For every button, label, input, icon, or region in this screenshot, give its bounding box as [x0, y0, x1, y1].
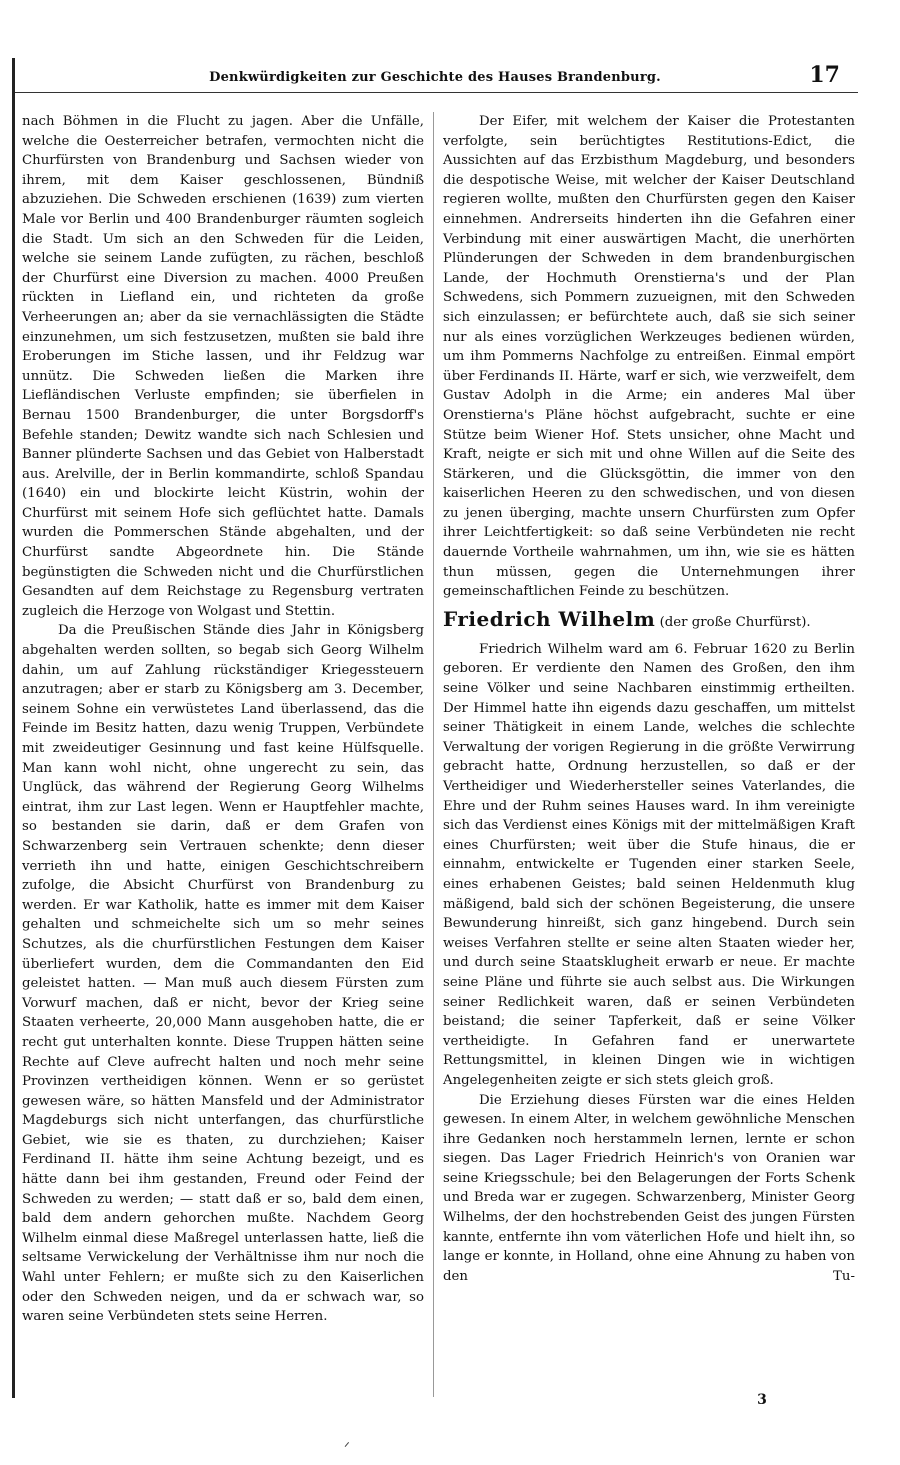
left-paragraph: Da die Preußischen Stände dies Jahr in Königsberg abgehalten werden sollten, so begab sich Georg Wilhelm dahin, um auf Zahlung rückständiger Kriegessteuern anzutragen; aber er starb zu Königsberg am 3. December, seinem Sohne ein verwüstetes Land überlassend, das die Feinde im Besitz hatten, dazu wenig Truppen, Verbündete mit zweideutiger Gesinnung und fast keine Hülfsquelle. Man kann wohl nicht, ohne ungerecht zu sein, das Unglück, das während der Regierung Georg Wilhelms eintrat, ihm zur Last legen. Wenn er Hauptfehler machte, so bestanden sie darin, daß er dem Grafen von Schwarzenberg sein Vertrauen schenkte; denn dieser verrieth ihn und hatte, einigen Geschichtschreibern zufolge, die Absicht Churfürst von Brandenburg zu werden. Er war Katholik, hatte es immer mit dem Kaiser gehalten und schmeichelte sich um so mehr seines Schutzes, als die churfürstlichen Festungen dem Kaiser überliefert wurden, dem die Commandanten den Eid geleistet hatten. — Man muß auch diesem Fürsten zum Vorwurf machen, daß er nicht, bevor der Krieg seine Staaten verheerte, 20,000 Mann ausgehoben hatte, die er recht gut unterhalten konnte. Diese Truppen hätten seine Rechte auf Cleve aufrecht halten und noch mehr seine Provinzen vertheidigen können. Wenn er so gerüstet gewesen wäre, so hätten Mansfeld und der Administrator Magdeburgs sich nicht unterfangen, das churfürstliche Gebiet, wie sie es thaten, zu durchziehen; Kaiser Ferdinand II. hätte ihm seine Achtung bezeigt, und es hätte dann bei ihm gestanden, Freund oder Feind der Schweden zu werden; — statt daß er so, bald dem einen, bald dem andern gehorchen mußte. Nachdem Georg Wilhelm einmal diese Maßregel unterlassen hatte, ließ die seltsame Verwickelung der Verhältnisse ihm nur noch die Wahl unter Fehlern; er mußte sich zu den Kaiserlichen oder den Schweden neigen, und da er schwach war, so waren seine Verbündeten stets seine Herren. [22, 623, 424, 1325]
ink-speck: ᐟ [344, 1440, 350, 1456]
right-paragraph: Friedrich Wilhelm ward am 6. Februar 1620 zu Berlin geboren. Er verdiente den Namen des Großen, den ihm seine Völker und seine Nachbaren einstimmig ertheilten. Der Himmel hatte ihn eigends dazu geschaffen, um mittelst seiner Thätigkeit in einem Lande, welches die schlechte Verwaltung der vorigen Regierung in die größte Verwirrung gebracht hatte, Ordnung herzustellen, so daß er der Vertheidiger und Wiederhersteller seines Vaterlandes, die Ehre und der Ruhm seines Hauses ward. In ihm vereinigte sich das Verdienst eines Königs mit der mittelmäßigen Kraft eines Churfürsten; weit über die Stufe hinaus, die er einnahm, entwickelte er Tugenden einer starken Seele, eines erhabenen Geistes; bald seinen Heldenmuth klug mäßigend, bald sich der schönen Begeisterung, die unsere Bewunderung hinreißt, sich ganz hingebend. Durch sein weises Verfahren stellte er seine alten Staaten wieder her, und durch seine Staatsklugheit erwarb er neue. Er machte seine Pläne und führte sie auch selbst aus. Die Wirkungen seiner Redlichkeit waren, daß er seinen Verbündeten beistand; die seiner Tapferkeit, daß er seine Völker vertheidigte. In Gefahren fand er unerwartete Rettungsmittel, in kleinen Dingen wie in wichtigen Angelegenheiten zeigte er sich stets gleich groß. [443, 641, 855, 1088]
signature-mark: 3 [757, 1392, 767, 1408]
right-paragraph: Die Erziehung dieses Fürsten war die eines Helden gewesen. In einem Alter, in welchem gewöhnliche Menschen ihre Gedanken noch herstammeln lernen, lernte er schon siegen. Das Lager Friedrich Heinrich's von Oranien war seine Kriegsschule; bei den Belagerungen der Forts Schenk und Breda war er zugegen. Schwarzenberg, Minister Georg Wilhelms, der den hochstrebenden Geist des jungen Fürsten kannte, entfernte ihn vom väterlichen Hofe und hielt ihn, so lange er konnte, in Holland, ohne eine Ahnung zu haben von den Tu- [443, 1092, 855, 1284]
right-paragraph: Der Eifer, mit welchem der Kaiser die Protestanten verfolgte, sein berüchtigtes Restitutions-Edict, die Aussichten auf das Erzbisthum Magdeburg, und besonders die despotische Weise, mit welcher der Kaiser Deutschland regieren wollte, mußten den Churfürsten gegen den Kaiser einnehmen. Andrerseits hinderten ihn die Gefahren einer Verbindung mit einer auswärtigen Macht, die unerhörten Plünderungen der Schweden in dem brandenburgischen Lande, der Hochmuth Orenstierna's und der Plan Schwedens, sich Pommern zuzueignen, mit den Schweden sich einzulassen; er befürchtete auch, daß sie sich seiner nur als eines vorzüglichen Werkzeuges bedienen würden, um ihm Pommerns Nachfolge zu entreißen. Einmal empört über Ferdinands II. Härte, warf er sich, wie verzweifelt, dem Gustav Adolph in die Arme; ein anderes Mal über Orenstierna's Pläne höchst aufgebracht, suchte er eine Stütze beim Wiener Hof. Stets unsicher, ohne Macht und Kraft, neigte er sich mit und ohne Willen auf die Seite des Stärkeren, und die Glücksgöttin, die immer von den kaiserlichen Heeren zu den schwedischen, und von diesen zu jenen überging, machte unsern Churfürsten zum Opfer ihrer Leichtfertigkeit: so daß seine Verbündeten nie recht dauernde Vortheile wahrnahmen, um ihn, wie sie es hätten thun müssen, gegen die Unternehmungen ihrer gemeinschaftlichen Feinde zu beschützen. [443, 114, 855, 600]
left-paragraph: nach Böhmen in die Flucht zu jagen. Aber die Unfälle, welche die Oesterreicher betrafen, vermochten nicht die Churfürsten von Brandenburg und Sachsen wieder von ihrem, mit dem Kaiser geschlossenen, Bündniß abzuziehen. Die Schweden erschienen (1639) zum vierten Male vor Berlin und 400 Brandenburger räumten sogleich die Stadt. Um sich an den Schweden für die Leiden, welche sie seinem Lande zufügten, zu rächen, beschloß der Churfürst eine Diversion zu machen. 4000 Preußen rückten in Liefland ein, und richteten da große Verheerungen an; aber da sie vernachlässigten die Städte einzunehmen, um sich festzusetzen, mußten sie bald ihre Eroberungen im Stiche lassen, und ihr Feldzug war unnütz. Die Schweden ließen die Marken ihre Liefländischen Verluste empfinden; sie überfielen in Bernau 1500 Brandenburger, die unter Borgsdorff's Befehle standen; Dewitz wandte sich nach Schlesien und Banner plünderte Sachsen und das Gebiet von Halberstadt aus. Arelville, der in Berlin kommandirte, schloß Spandau (1640) ein und blockirte leicht Küstrin, wohin der Churfürst mit seinem Hofe sich geflüchtet hatte. Damals wurden die Pommerschen Stände abgehalten, und der Churfürst sandte Abgeordnete hin. Die Stände begünstigten die Schweden nicht und die Churfürstlichen Gesandten auf dem Reichstage zu Regensburg vertraten zugleich die Herzoge von Wolgast und Stettin. [22, 114, 424, 619]
left-column [22, 112, 424, 1327]
running-title: Denkwürdigkeiten zur Geschichte des Hauses Brandenburg. [209, 70, 661, 85]
column-divider [433, 112, 434, 1397]
section-heading-name: Friedrich Wilhelm [443, 606, 656, 631]
header-rule [15, 92, 858, 93]
section-heading-epithet: (der große Churfürst). [659, 614, 811, 630]
left-margin-rule [12, 58, 15, 1398]
right-column [443, 112, 855, 1286]
page-number: 17 [809, 62, 840, 88]
section-heading [443, 608, 855, 634]
page-header [0, 0, 900, 92]
